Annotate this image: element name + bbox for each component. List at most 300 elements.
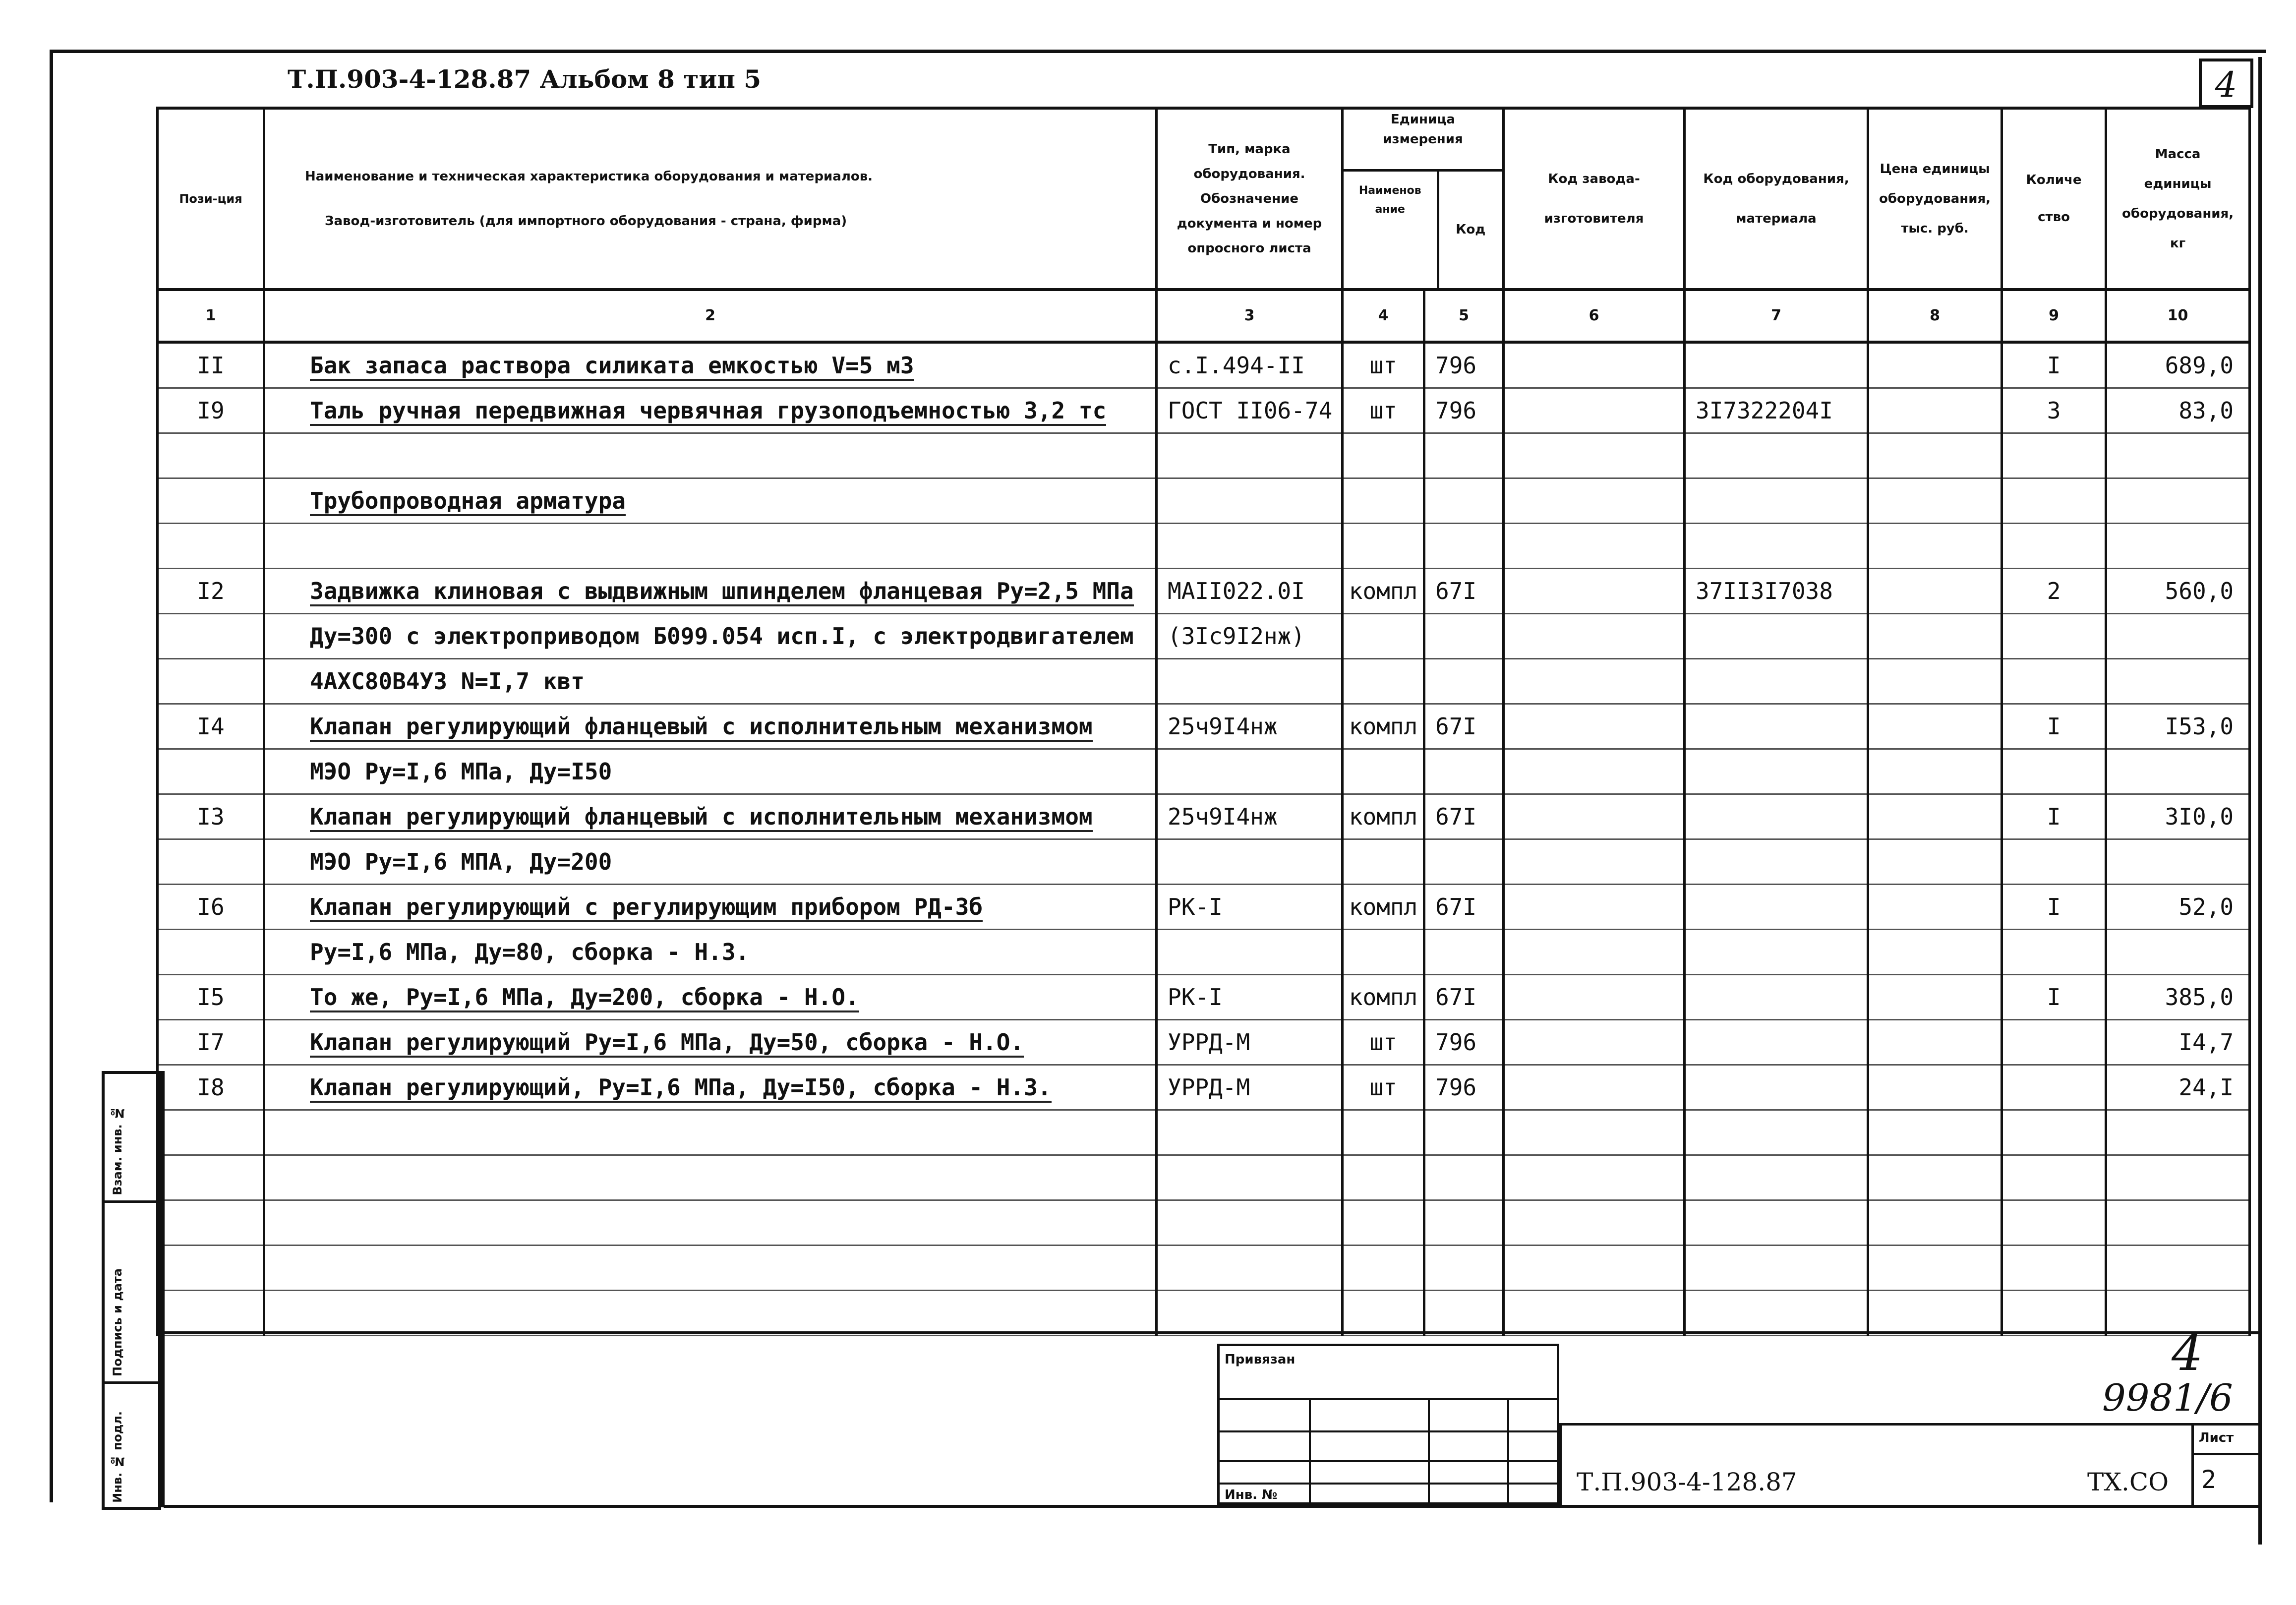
empty-row [158,1110,2250,1155]
empty-row [158,1246,2250,1291]
row-mass [2106,1020,2250,1065]
col-unit-code-header: Код [1456,222,1486,237]
col-number: 5 [1424,290,1504,342]
row-unit-code-text: 796 [1435,397,1477,424]
row-unit-text: шт [1369,1029,1397,1056]
row-factory-code [1504,478,1685,524]
col-position-header: Пози-ция [158,108,264,290]
row-type [1157,885,1343,930]
row-unit-code [1424,342,1504,388]
row-price [1868,794,2002,839]
title-block-line [1559,1423,2261,1426]
row-type-text: (3Iс9I2нж) [1168,623,1305,650]
row-unit [1343,478,1424,524]
row-type-text: 25ч9I4нж [1168,803,1278,830]
row-quantity-text: I [2047,713,2061,740]
col-number: 1 [158,290,264,342]
empty-cell [1685,1200,1868,1246]
row-name [264,839,1157,885]
row-mass-text: 689,0 [2165,352,2234,379]
empty-cell [1424,1110,1504,1155]
row-price [1868,749,2002,794]
empty-row [158,1291,2250,1336]
empty-cell [1868,1200,2002,1246]
empty-cell [1685,1110,1868,1155]
row-unit-code [1424,749,1504,794]
table-row [158,614,2250,659]
row-equipment-code [1685,839,1868,885]
row-quantity-text: I [2047,352,2061,379]
row-quantity [2002,975,2106,1020]
row-unit [1343,342,1424,388]
row-position-text: I5 [197,984,225,1011]
table-row [158,388,2250,433]
empty-cell [1685,1155,1868,1200]
row-position-text: I7 [197,1029,225,1056]
row-mass [2106,569,2250,614]
empty-cell [1157,1246,1343,1291]
row-position [158,975,264,1020]
row-position [158,885,264,930]
row-quantity-text: I [2047,984,2061,1011]
row-position [158,614,264,659]
empty-cell [1424,1155,1504,1200]
col-name-header [264,108,1157,290]
side-signature-date: Подпись и дата [111,1268,124,1376]
empty-cell [1685,1246,1868,1291]
row-mass [2106,478,2250,524]
empty-cell [1157,1110,1343,1155]
row-unit-text: компл [1349,984,1418,1011]
row-position [158,524,264,569]
row-unit-code [1424,1020,1504,1065]
row-mass-text: 560,0 [2165,578,2234,604]
empty-cell [1868,1246,2002,1291]
empty-cell [158,1291,264,1336]
row-factory-code [1504,930,1685,975]
row-price [1868,1065,2002,1110]
row-type [1157,839,1343,885]
row-type [1157,659,1343,704]
row-unit [1343,659,1424,704]
empty-cell [264,1155,1157,1200]
row-position-text: II [197,352,225,379]
empty-cell [1868,1291,2002,1336]
row-unit [1343,975,1424,1020]
row-quantity-text: 3 [2047,397,2061,424]
row-type [1157,614,1343,659]
col-number: 4 [1343,290,1424,342]
row-mass-text: 385,0 [2165,984,2234,1011]
row-price [1868,885,2002,930]
row-unit [1343,930,1424,975]
row-unit [1343,885,1424,930]
row-factory-code [1504,885,1685,930]
empty-cell [2106,1155,2250,1200]
row-mass [2106,659,2250,704]
row-quantity [2002,839,2106,885]
row-unit-code-text: 67I [1435,713,1477,740]
row-quantity [2002,794,2106,839]
row-quantity [2002,704,2106,749]
row-unit [1343,388,1424,433]
row-mass [2106,839,2250,885]
row-price [1868,1020,2002,1065]
side-original-inv: Инв. № подл. [111,1411,124,1503]
col-name-header-line2: Завод-изготовитель (для импортного оборудования - страна, фирма) [325,214,847,229]
row-position [158,1065,264,1110]
row-name [264,885,1157,930]
empty-cell [1343,1200,1424,1246]
row-quantity [2002,388,2106,433]
empty-cell [158,1110,264,1155]
row-mass [2106,749,2250,794]
row-unit-code-text: 796 [1435,1074,1477,1101]
table-bottom-border [164,1331,2261,1334]
row-factory-code [1504,614,1685,659]
row-type [1157,433,1343,478]
row-equipment-code [1685,930,1868,975]
table-row [158,524,2250,569]
col-number: 2 [264,290,1157,342]
row-position-text: I8 [197,1074,225,1101]
row-unit [1343,704,1424,749]
empty-cell [1157,1291,1343,1336]
row-unit [1343,1020,1424,1065]
table-row [158,1065,2250,1110]
empty-cell [1685,1291,1868,1336]
row-mass [2106,930,2250,975]
title-block-sheet-divider [2191,1423,2194,1505]
row-equipment-code [1685,524,1868,569]
row-name [264,975,1157,1020]
row-quantity [2002,930,2106,975]
row-type [1157,524,1343,569]
row-equipment-code-text: 37II3I7038 [1696,578,1833,604]
row-type [1157,569,1343,614]
row-mass [2106,794,2250,839]
empty-cell [1424,1291,1504,1336]
row-unit-text: компл [1349,803,1418,830]
row-name [264,749,1157,794]
col-equipment-code-header: Код оборудования, материала [1685,108,1868,290]
row-name-text: Клапан регулирующий Ру=I,6 МПа, Ду=50, сборка - Н.О. [310,1029,1024,1058]
row-quantity [2002,885,2106,930]
row-factory-code [1504,704,1685,749]
empty-cell [158,1155,264,1200]
row-name-text: Трубопроводная арматура [310,487,626,516]
col-number: 9 [2002,290,2106,342]
row-type [1157,388,1343,433]
row-name-text: Клапан регулирующий с регулирующим прибором РД-3б [310,893,983,922]
empty-cell [1504,1155,1685,1200]
row-quantity-text: 2 [2047,578,2061,604]
empty-cell [2106,1110,2250,1155]
table-row [158,569,2250,614]
table-row [158,342,2250,388]
empty-row [158,1155,2250,1200]
row-unit-code-text: 67I [1435,893,1477,920]
row-price [1868,524,2002,569]
row-quantity [2002,433,2106,478]
empty-cell [158,1246,264,1291]
empty-cell [264,1291,1157,1336]
row-unit-code [1424,659,1504,704]
row-unit-code [1424,930,1504,975]
row-equipment-code [1685,885,1868,930]
row-quantity [2002,659,2106,704]
empty-cell [1424,1200,1504,1246]
row-unit [1343,839,1424,885]
row-position [158,569,264,614]
row-name-text: 4АХС80В4У3 N=I,7 квт [310,668,585,695]
row-name-text: Таль ручная передвижная червячная грузоподъемностью 3,2 тс [310,397,1106,426]
row-name-text: То же, Ру=I,6 МПа, Ду=200, сборка - Н.О. [310,984,859,1012]
row-name [264,478,1157,524]
title-block-left [1559,1423,1562,1505]
col-quantity-header: Количество [2002,108,2106,290]
row-quantity [2002,1020,2106,1065]
row-unit-code-text: 67I [1435,803,1477,830]
row-unit-code [1424,433,1504,478]
row-type [1157,1065,1343,1110]
row-name-text: Клапан регулирующий фланцевый с исполнительным механизмом [310,713,1093,742]
col-type-header: Тип, марка оборудования. Обозначение документа и номер опросного листа [1157,108,1343,290]
row-price [1868,342,2002,388]
col-number: 6 [1504,290,1685,342]
row-factory-code [1504,749,1685,794]
row-unit [1343,524,1424,569]
row-position-text: I4 [197,713,225,740]
row-quantity [2002,749,2106,794]
row-price [1868,614,2002,659]
row-price [1868,659,2002,704]
sheet-label-line [2191,1453,2261,1455]
row-position [158,930,264,975]
row-type [1157,794,1343,839]
row-name-text: Клапан регулирующий, Ру=I,6 МПа, Ду=I50, сборка - Н.З. [310,1074,1052,1103]
empty-cell [2002,1200,2106,1246]
row-quantity [2002,342,2106,388]
row-factory-code [1504,433,1685,478]
row-quantity [2002,478,2106,524]
row-unit-code [1424,975,1504,1020]
row-factory-code [1504,975,1685,1020]
row-price [1868,433,2002,478]
row-factory-code [1504,794,1685,839]
row-factory-code [1504,1020,1685,1065]
row-equipment-code [1685,1020,1868,1065]
row-factory-code [1504,659,1685,704]
row-mass [2106,433,2250,478]
row-position-text: I9 [197,397,225,424]
row-mass-text: I4,7 [2178,1029,2234,1056]
row-price [1868,569,2002,614]
table-row [158,704,2250,749]
stamp-bound-label: Привязан [1225,1352,1295,1367]
table-row [158,478,2250,524]
row-quantity [2002,569,2106,614]
col-number: 3 [1157,290,1343,342]
row-unit-text: компл [1349,578,1418,604]
row-unit [1343,794,1424,839]
footer-document-code: Т.П.903-4-128.87 [1577,1468,1797,1496]
row-mass [2106,975,2250,1020]
col-unit-name-header: Наименование [1344,172,1439,288]
side-divider [161,1071,165,1507]
page-number: 4 [2199,59,2253,108]
row-price [1868,478,2002,524]
row-unit-text: шт [1369,397,1397,424]
row-unit-code-text: 67I [1435,578,1477,604]
row-mass [2106,342,2250,388]
row-mass-text: 24,I [2178,1074,2234,1101]
row-position-text: I2 [197,578,225,604]
empty-cell [158,1200,264,1246]
row-name [264,388,1157,433]
row-position [158,704,264,749]
row-price [1868,930,2002,975]
row-name [264,1020,1157,1065]
row-type-text: МАII022.0I [1168,578,1305,604]
empty-cell [2002,1155,2106,1200]
table-row [158,433,2250,478]
row-equipment-code [1685,1065,1868,1110]
empty-cell [1504,1246,1685,1291]
row-position-text: I6 [197,893,225,920]
row-quantity [2002,524,2106,569]
table-row [158,930,2250,975]
row-type [1157,749,1343,794]
row-unit [1343,749,1424,794]
empty-cell [1343,1291,1424,1336]
row-equipment-code [1685,975,1868,1020]
row-type [1157,1020,1343,1065]
row-mass-text: I53,0 [2165,713,2234,740]
row-type-text: с.I.494-II [1168,352,1305,379]
row-position [158,749,264,794]
col-number: 8 [1868,290,2002,342]
empty-cell [1343,1155,1424,1200]
row-name [264,930,1157,975]
table-row [158,839,2250,885]
col-factory-code-header: Код завода-изготовителя [1504,108,1685,290]
row-unit-text: шт [1369,352,1397,379]
row-name-text: Ру=I,6 МПа, Ду=80, сборка - Н.З. [310,939,750,965]
col-number: 10 [2106,290,2250,342]
row-equipment-code [1685,342,1868,388]
row-unit-code-text: 796 [1435,1029,1477,1056]
col-unit-header [1343,108,1504,290]
row-name-text: МЭО Ру=I,6 МПА, Ду=200 [310,848,612,875]
empty-cell [1343,1246,1424,1291]
row-equipment-code [1685,794,1868,839]
row-unit-code [1424,885,1504,930]
row-type-text: РК-I [1168,893,1223,920]
empty-cell [2002,1291,2106,1336]
row-position [158,342,264,388]
row-unit-code-text: 67I [1435,984,1477,1011]
col-mass-header: Масса единицы оборудования, кг [2106,108,2250,290]
empty-cell [1504,1291,1685,1336]
row-unit-text: компл [1349,893,1418,920]
row-position [158,794,264,839]
row-factory-code [1504,342,1685,388]
handwritten-number: 4 [2172,1324,2203,1382]
row-name-text: Клапан регулирующий фланцевый с исполнительным механизмом [310,803,1093,832]
row-factory-code [1504,524,1685,569]
row-mass [2106,885,2250,930]
document-title: Т.П.903-4-128.87 Альбом 8 тип 5 [288,64,762,94]
row-mass [2106,614,2250,659]
side-replace-inv: Взам. инв. № [111,1106,124,1195]
row-type [1157,930,1343,975]
row-type-text: 25ч9I4нж [1168,713,1278,740]
row-position-text: I3 [197,803,225,830]
row-unit [1343,614,1424,659]
col-name-header-line1: Наименование и техническая характеристика оборудования и материалов. [305,169,873,184]
table-row [158,885,2250,930]
col-price-header: Цена единицы оборудования, тыс. руб. [1868,108,2002,290]
row-type [1157,478,1343,524]
table-row [158,749,2250,794]
empty-cell [1157,1155,1343,1200]
row-equipment-code [1685,569,1868,614]
empty-cell [264,1110,1157,1155]
row-mass [2106,388,2250,433]
row-name [264,342,1157,388]
row-unit-code [1424,794,1504,839]
row-quantity-text: I [2047,893,2061,920]
row-equipment-code [1685,704,1868,749]
row-name [264,569,1157,614]
empty-cell [1157,1200,1343,1246]
row-unit-code [1424,839,1504,885]
row-mass [2106,524,2250,569]
row-type-text: УРРД-М [1168,1029,1250,1056]
empty-cell [1504,1110,1685,1155]
col-unit-group-label: Единица измерения [1344,110,1502,172]
row-factory-code [1504,1065,1685,1110]
row-mass [2106,1065,2250,1110]
row-name [264,704,1157,749]
row-name-text: МЭО Ру=I,6 МПа, Ду=I50 [310,758,612,785]
row-unit-code [1424,704,1504,749]
row-position [158,388,264,433]
row-price [1868,388,2002,433]
frame-right-edge [2258,57,2262,1545]
row-quantity-text: I [2047,803,2061,830]
binding-stamp [1217,1344,1559,1505]
empty-cell [264,1200,1157,1246]
specification-table [156,107,2251,1336]
row-name [264,433,1157,478]
row-name [264,794,1157,839]
row-position [158,1020,264,1065]
row-position [158,839,264,885]
row-equipment-code [1685,433,1868,478]
row-name-text: Задвижка клиновая с выдвижным шпинделем фланцевая Ру=2,5 МПа [310,578,1134,606]
row-unit-code [1424,388,1504,433]
row-mass-text: 52,0 [2178,893,2234,920]
row-equipment-code-text: 3I7322204I [1696,397,1833,424]
row-unit-code-text: 796 [1435,352,1477,379]
row-name-text: Бак запаса раствора силиката емкостью V=5 м3 [310,352,914,381]
row-unit-text: шт [1369,1074,1397,1101]
row-factory-code [1504,839,1685,885]
row-quantity [2002,614,2106,659]
table-row [158,1020,2250,1065]
